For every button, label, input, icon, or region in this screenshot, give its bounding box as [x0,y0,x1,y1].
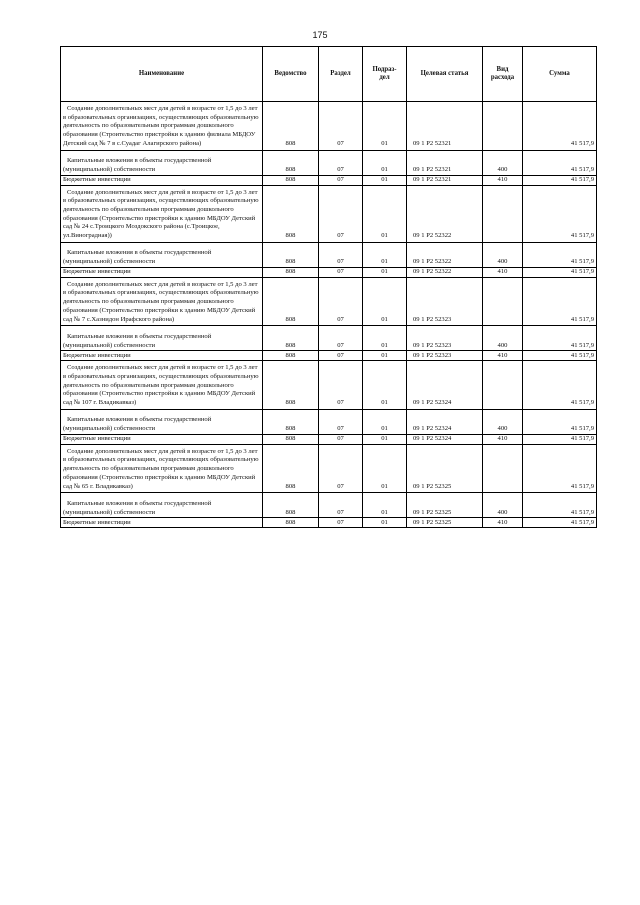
row-subsection: 01 [363,444,407,493]
table-body [61,102,597,528]
row-sum: 41 517,9 [523,102,597,151]
row-subsection: 01 [363,267,407,277]
row-department: 808 [263,150,319,175]
row-section: 07 [319,518,363,528]
row-name: Создание дополнительных мест для детей в возрасте от 1,5 до 3 лет в образовательных организациях, осуществляющих образовательную деятельность по образовательным программам дошкольного образования (Строительство пристройки к зданию МБДОУ Детский сад № 7 с.Хазнидон Ирафского района) [61,277,263,326]
row-expense-type: 410 [483,267,523,277]
table-row [61,150,597,175]
row-department: 808 [263,444,319,493]
row-target: 09 1 P2 52324 [407,434,483,444]
row-expense-type: 400 [483,150,523,175]
row-sum: 41 517,9 [523,175,597,185]
row-target: 09 1 P2 52322 [407,242,483,267]
row-sum: 41 517,9 [523,518,597,528]
row-section: 07 [319,361,363,410]
row-target: 09 1 P2 52325 [407,493,483,518]
row-expense-type [483,185,523,242]
header-expense-type: Вид расхода [483,47,523,102]
table-row [61,518,597,528]
row-name: Капитальные вложения в объекты государственной (муниципальной) собственности [61,493,263,518]
row-department: 808 [263,267,319,277]
row-section: 07 [319,150,363,175]
row-subsection: 01 [363,518,407,528]
row-expense-type [483,361,523,410]
table-row [61,361,597,410]
header-department: Ведомство [263,47,319,102]
row-section: 07 [319,351,363,361]
row-expense-type: 400 [483,409,523,434]
row-target: 09 1 P2 52325 [407,518,483,528]
row-name: Бюджетные инвестиции [61,267,263,277]
row-section: 07 [319,267,363,277]
row-sum: 41 517,9 [523,434,597,444]
row-section: 07 [319,242,363,267]
row-subsection: 01 [363,185,407,242]
row-department: 808 [263,102,319,151]
row-expense-type: 410 [483,351,523,361]
table-row [61,409,597,434]
row-department: 808 [263,175,319,185]
header-name: Наименование [61,47,263,102]
header-subsection: Подраз- дел [363,47,407,102]
row-subsection: 01 [363,150,407,175]
row-target: 09 1 P2 52322 [407,185,483,242]
table-row [61,444,597,493]
row-expense-type: 400 [483,493,523,518]
row-subsection: 01 [363,434,407,444]
row-target: 09 1 P2 52322 [407,267,483,277]
row-sum: 41 517,9 [523,351,597,361]
row-sum: 41 517,9 [523,242,597,267]
row-sum: 41 517,9 [523,409,597,434]
row-section: 07 [319,444,363,493]
row-sum: 41 517,9 [523,444,597,493]
row-target: 09 1 P2 52325 [407,444,483,493]
row-name: Капитальные вложения в объекты государственной (муниципальной) собственности [61,409,263,434]
table-row [61,493,597,518]
table-row [61,102,597,151]
row-sum: 41 517,9 [523,185,597,242]
row-name: Создание дополнительных мест для детей в возрасте от 1,5 до 3 лет в образовательных организациях, осуществляющих образовательную деятельность по образовательным программам дошкольного образования (Строительство пристройки к зданию филиала МБДОУ Детский сад № 7 в с.Суадаг Алагирского района) [61,102,263,151]
row-subsection: 01 [363,361,407,410]
row-section: 07 [319,102,363,151]
row-name: Создание дополнительных мест для детей в возрасте от 1,5 до 3 лет в образовательных организациях, осуществляющих образовательную деятельность по образовательным программам дошкольного образования (Строительство пристройки к зданию МБДОУ Детский сад № 107 г. Владикавказ) [61,361,263,410]
row-expense-type [483,277,523,326]
row-target: 09 1 P2 52321 [407,150,483,175]
row-subsection: 01 [363,409,407,434]
row-sum: 41 517,9 [523,326,597,351]
row-section: 07 [319,185,363,242]
row-expense-type: 400 [483,242,523,267]
page-number: 175 [312,30,328,40]
row-subsection: 01 [363,326,407,351]
row-name: Бюджетные инвестиции [61,518,263,528]
table-row [61,267,597,277]
header-section: Раздел [319,47,363,102]
table-row [61,185,597,242]
row-name: Бюджетные инвестиции [61,351,263,361]
row-sum: 41 517,9 [523,277,597,326]
table-row [61,351,597,361]
row-department: 808 [263,277,319,326]
row-department: 808 [263,409,319,434]
row-sum: 41 517,9 [523,150,597,175]
row-subsection: 01 [363,351,407,361]
row-department: 808 [263,185,319,242]
row-name: Бюджетные инвестиции [61,175,263,185]
row-section: 07 [319,326,363,351]
row-expense-type: 410 [483,434,523,444]
row-department: 808 [263,434,319,444]
row-section: 07 [319,175,363,185]
table-row [61,434,597,444]
row-target: 09 1 P2 52323 [407,277,483,326]
table-row [61,175,597,185]
row-expense-type [483,444,523,493]
row-department: 808 [263,242,319,267]
row-subsection: 01 [363,102,407,151]
row-name: Капитальные вложения в объекты государственной (муниципальной) собственности [61,150,263,175]
row-target: 09 1 P2 52321 [407,102,483,151]
header-target: Целевая статья [407,47,483,102]
row-expense-type: 400 [483,326,523,351]
header-sum: Сумма [523,47,597,102]
row-target: 09 1 P2 52321 [407,175,483,185]
row-subsection: 01 [363,493,407,518]
budget-table [60,46,597,528]
row-section: 07 [319,493,363,518]
row-subsection: 01 [363,175,407,185]
row-expense-type [483,102,523,151]
row-section: 07 [319,277,363,326]
row-name: Капитальные вложения в объекты государственной (муниципальной) собственности [61,242,263,267]
row-subsection: 01 [363,277,407,326]
table-header-row [61,47,597,102]
row-name: Создание дополнительных мест для детей в возрасте от 1,5 до 3 лет в образовательных организациях, осуществляющих образовательную деятельность по образовательным программам дошкольного образования (Строительство пристройки к зданию МБДОУ Детский сад № 24 с.Троицкого Моздокского района (с.Троицкое, ул.Виноградная)) [61,185,263,242]
row-name: Капитальные вложения в объекты государственной (муниципальной) собственности [61,326,263,351]
row-department: 808 [263,493,319,518]
row-expense-type: 410 [483,175,523,185]
row-sum: 41 517,9 [523,267,597,277]
row-department: 808 [263,351,319,361]
row-section: 07 [319,434,363,444]
row-target: 09 1 P2 52323 [407,351,483,361]
row-section: 07 [319,409,363,434]
row-department: 808 [263,361,319,410]
row-sum: 41 517,9 [523,361,597,410]
table-row [61,277,597,326]
row-sum: 41 517,9 [523,493,597,518]
row-name: Создание дополнительных мест для детей в возрасте от 1,5 до 3 лет в образовательных организациях, осуществляющих образовательную деятельность по образовательным программам дошкольного образования (Строительство пристройки к зданию МБДОУ Детский сад № 65 г. Владикавказ) [61,444,263,493]
table-row [61,242,597,267]
row-expense-type: 410 [483,518,523,528]
row-subsection: 01 [363,242,407,267]
table-row [61,326,597,351]
row-target: 09 1 P2 52324 [407,361,483,410]
row-department: 808 [263,518,319,528]
row-name: Бюджетные инвестиции [61,434,263,444]
row-department: 808 [263,326,319,351]
row-target: 09 1 P2 52324 [407,409,483,434]
row-target: 09 1 P2 52323 [407,326,483,351]
